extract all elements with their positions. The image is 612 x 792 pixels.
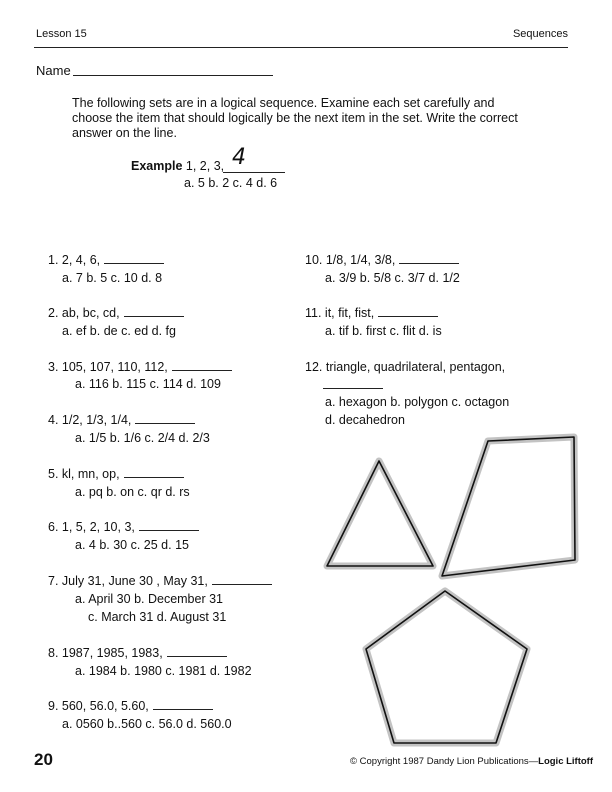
example-sequence: 1, 2, 3, <box>185 159 225 173</box>
question-6-options: a. 4 b. 30 c. 25 d. 15 <box>75 538 189 552</box>
lesson-label: Lesson 15 <box>36 28 87 40</box>
quadrilateral-shape <box>442 437 575 576</box>
topic-label: Sequences <box>512 28 568 40</box>
question-prompt: 10. 1/8, 1/4, 3/8, <box>305 253 396 267</box>
question-prompt: 7. July 31, June 30 , May 31, <box>48 574 208 588</box>
page-number: 20 <box>34 750 53 769</box>
question-7-options-line2: c. March 31 d. August 31 <box>88 610 227 624</box>
question-4-options: a. 1/5 b. 1/6 c. 2/4 d. 2/3 <box>75 431 210 445</box>
question-prompt: 6. 1, 5, 2, 10, 3, <box>48 520 135 534</box>
copyright <box>350 756 593 767</box>
question-prompt: 3. 105, 107, 110, 112, <box>48 360 168 374</box>
question-prompt: 1. 2, 4, 6, <box>48 253 101 267</box>
question-7-options: a. April 30 b. December 31 <box>75 592 223 606</box>
question-5-options: a. pq b. on c. qr d. rs <box>75 485 190 499</box>
question-2-options: a. ef b. de c. ed d. fg <box>62 324 176 338</box>
example-label: Example <box>131 159 183 173</box>
example-answer: 4 <box>232 145 246 170</box>
question-10-options: a. 3/9 b. 5/8 c. 3/7 d. 1/2 <box>325 271 460 285</box>
question-1-options: a. 7 b. 5 c. 10 d. 8 <box>62 271 163 285</box>
instructions: The following sets are in a logical sequence. Examine each set carefully and choose the item that should logically be the next item in the set. Write the correct answer on the line. <box>72 96 518 140</box>
question-prompt: 11. it, fit, fist, <box>305 306 375 320</box>
question-prompt: 9. 560, 56.0, 5.60, <box>48 699 149 713</box>
question-prompt: 4. 1/2, 1/3, 1/4, <box>48 413 132 427</box>
triangle-shape <box>327 461 433 566</box>
copyright-text: © Copyright 1987 Dandy Lion Publications— <box>350 756 539 767</box>
question-prompt: 12. triangle, quadrilateral, pentagon, <box>305 360 506 374</box>
question-prompt: 2. ab, bc, cd, <box>48 306 120 320</box>
book-title: Logic Liftoff <box>538 756 594 767</box>
question-8-options: a. 1984 b. 1980 c. 1981 d. 1982 <box>75 664 252 678</box>
question-3-options: a. 116 b. 115 c. 114 d. 109 <box>75 377 221 391</box>
name-label: Name <box>36 63 71 78</box>
question-9-options: a. 0560 b..560 c. 56.0 d. 560.0 <box>62 717 232 731</box>
question-prompt: 5. kl, mn, op, <box>48 467 120 481</box>
question-12-options-line2: d. decahedron <box>325 413 405 427</box>
question-prompt: 8. 1987, 1985, 1983, <box>48 646 163 660</box>
pentagon-shape <box>366 591 527 743</box>
example-options: a. 5 b. 2 c. 4 d. 6 <box>184 176 278 190</box>
question-12-options: a. hexagon b. polygon c. octagon <box>325 395 510 409</box>
question-11-options: a. tif b. first c. flit d. is <box>325 324 442 338</box>
